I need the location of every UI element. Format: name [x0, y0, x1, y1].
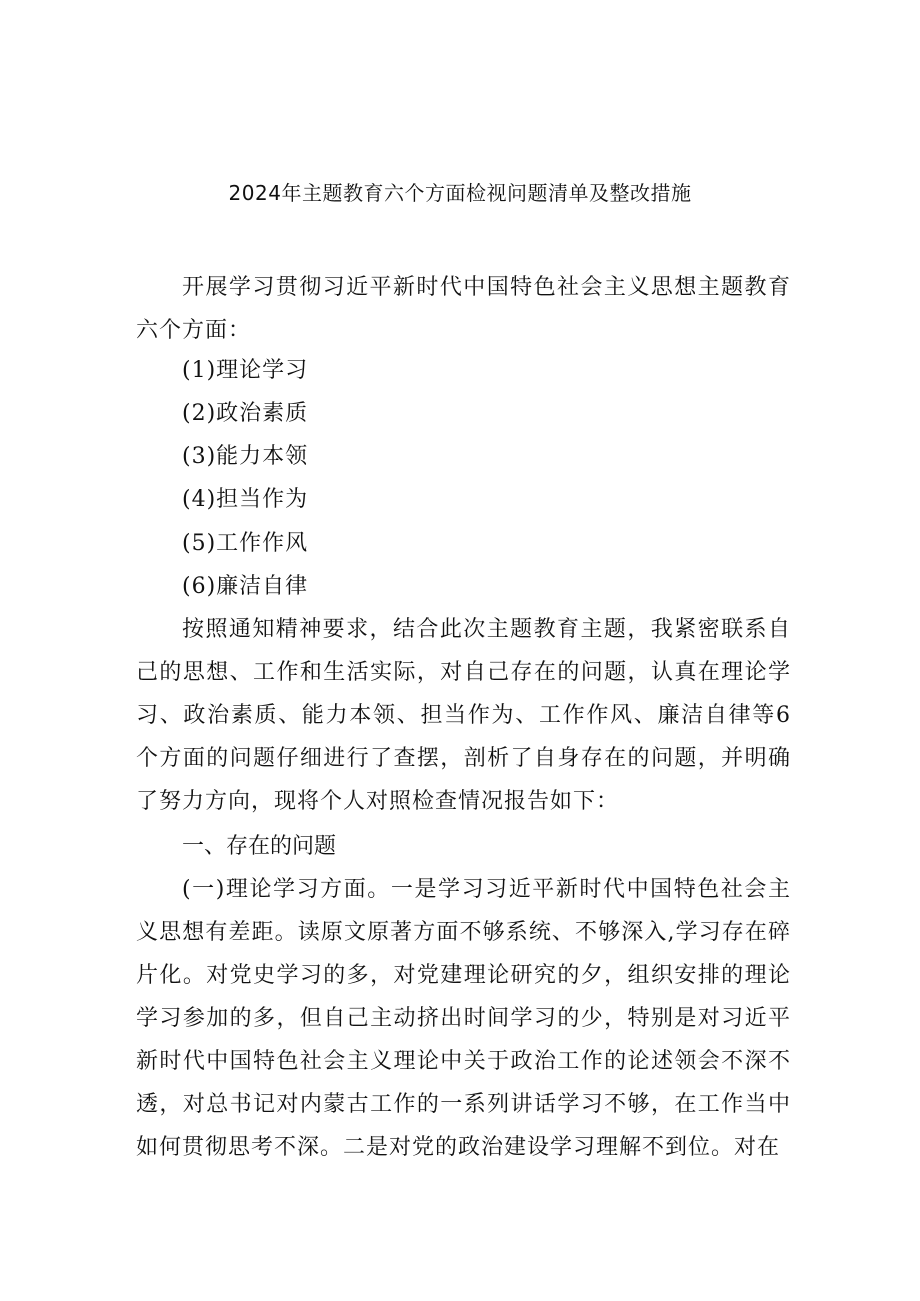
theory-study-paragraph: (一)理论学习方面。一是学习习近平新时代中国特色社会主义思想有差距。读原文原著方面不够系统、不够深入,学习存在碎片化。对党史学习的多，对党建理论研究的夕，组织安排的理论学习参加的多，但自己主动挤出时间学习的少，特别是对习近平新时代中国特色社会主义理论中关于政治工作的论述领会不深不透，对总书记对内蒙古工作的一系列讲话学习不够，在工作当中如何贯彻思考不深。二是对党的政治建设学习理解不到位。对在: [136, 877, 791, 1160]
intro-paragraph: 开展学习贯彻习近平新时代中国特色社会主义思想主题教育六个方面：: [136, 275, 791, 343]
aspect-item-5: (5)工作作风: [182, 531, 309, 556]
aspect-item-2: (2)政治素质: [182, 401, 309, 426]
aspect-item-3: (3)能力本领: [182, 444, 309, 469]
document-title: 2024年主题教育六个方面检视问题清单及整改措施: [228, 181, 692, 205]
report-intro-paragraph: 按照通知精神要求，结合此次主题教育主题，我紧密联系自己的思想、工作和生活实际，对自己存在的问题，认真在理论学习、政治素质、能力本领、担当作为、工作作风、廉洁自律等6个方面的问题仔细进行了查摆，剖析了自身存在的问题，并明确了努力方向，现将个人对照检查情况报告如下：: [136, 617, 791, 814]
aspect-item-4: (4)担当作为: [182, 487, 309, 512]
aspect-item-6: (6)廉洁自律: [182, 574, 309, 599]
section-heading-problems: 一、存在的问题: [182, 834, 337, 859]
aspect-item-1: (1)理论学习: [182, 358, 309, 383]
